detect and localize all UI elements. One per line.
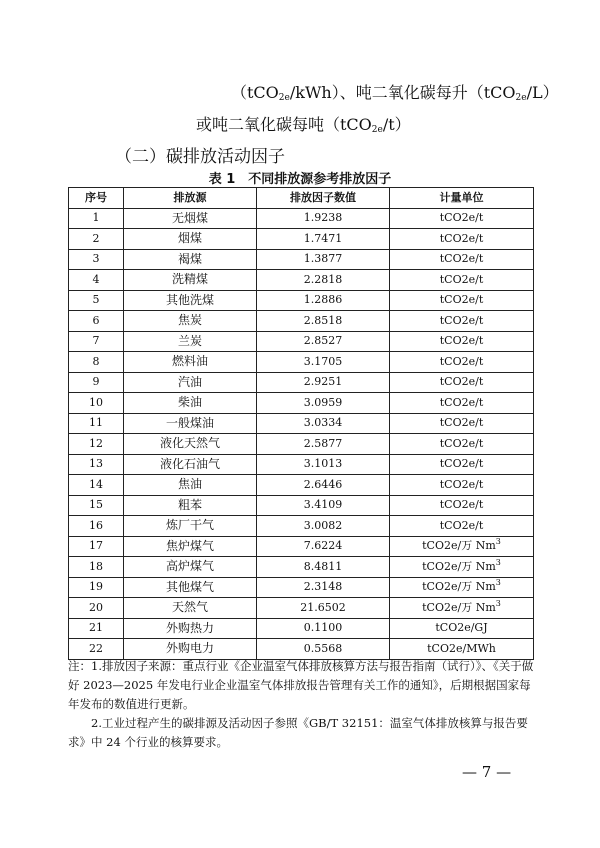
row-value: 2.3148 xyxy=(257,577,390,598)
table-row xyxy=(69,557,534,578)
table-row xyxy=(69,413,534,434)
note-1: 注：1.排放因子来源：重点行业《企业温室气体排放核算方法与报告指南（试行）》、《关于做好 2023—2025 年发电行业企业温室气体排放报告管理有关工作的通知》，后期根据国家每年发布的数值进行更新。 xyxy=(68,659,534,711)
row-unit xyxy=(390,352,534,373)
unit-text: tCO2e/t xyxy=(439,395,484,409)
row-unit xyxy=(390,393,534,414)
unit-text: tCO2e/t xyxy=(439,436,484,450)
row-value: 3.0959 xyxy=(257,393,390,414)
row-value: 1.7471 xyxy=(257,229,390,250)
row-source: 烟煤 xyxy=(124,229,257,250)
row-unit xyxy=(390,639,534,660)
table-row xyxy=(69,598,534,619)
table-row xyxy=(69,434,534,455)
row-number: 9 xyxy=(69,372,124,393)
row-source: 液化石油气 xyxy=(124,454,257,475)
unit-superscript: 3 xyxy=(495,557,501,567)
row-value: 0.1100 xyxy=(257,618,390,639)
unit-text: tCO2e/万 Nm xyxy=(422,580,496,594)
table-header-row xyxy=(69,188,534,209)
table-row xyxy=(69,639,534,660)
row-value: 8.4811 xyxy=(257,557,390,578)
row-source: 其他煤气 xyxy=(124,577,257,598)
row-value: 3.1705 xyxy=(257,352,390,373)
table-notes xyxy=(68,657,536,752)
section-heading: （二）碳排放活动因子 xyxy=(115,147,285,167)
table-row xyxy=(69,577,534,598)
header-value: 排放因子数值 xyxy=(257,188,390,209)
unit-text: tCO2e/t xyxy=(439,375,484,389)
row-value: 2.2818 xyxy=(257,270,390,291)
unit-text: tCO2e/t xyxy=(439,477,484,491)
table-row xyxy=(69,372,534,393)
row-number: 14 xyxy=(69,475,124,496)
row-unit xyxy=(390,516,534,537)
table-row xyxy=(69,249,534,270)
row-number: 8 xyxy=(69,352,124,373)
row-source: 燃料油 xyxy=(124,352,257,373)
table-row xyxy=(69,270,534,291)
emission-factor-table xyxy=(68,187,534,660)
row-value: 2.8518 xyxy=(257,311,390,332)
row-number: 15 xyxy=(69,495,124,516)
unit-text: tCO2e/万 Nm xyxy=(422,600,496,614)
unit-text: tCO2e/t xyxy=(439,293,484,307)
unit-text: tCO2e/MWh xyxy=(427,641,496,655)
unit-text: tCO2e/万 Nm xyxy=(422,539,496,553)
table-row xyxy=(69,475,534,496)
row-value: 3.4109 xyxy=(257,495,390,516)
row-value: 1.3877 xyxy=(257,249,390,270)
row-value: 3.0334 xyxy=(257,413,390,434)
row-value: 1.2886 xyxy=(257,290,390,311)
unit-text: tCO2e/t xyxy=(439,518,484,532)
page-number: — 7 — xyxy=(462,763,512,781)
unit-superscript: 3 xyxy=(495,598,501,608)
row-source: 柴油 xyxy=(124,393,257,414)
row-source: 高炉煤气 xyxy=(124,557,257,578)
row-number: 10 xyxy=(69,393,124,414)
row-source: 一般煤油 xyxy=(124,413,257,434)
unit-text: tCO2e/t xyxy=(439,211,484,225)
row-unit xyxy=(390,577,534,598)
row-number: 4 xyxy=(69,270,124,291)
row-unit xyxy=(390,536,534,557)
table-row xyxy=(69,393,534,414)
unit-text: tCO2e/万 Nm xyxy=(422,559,496,573)
row-source: 外购热力 xyxy=(124,618,257,639)
unit-text: tCO2e/t xyxy=(439,334,484,348)
unit-text: tCO2e/t xyxy=(439,457,484,471)
row-number: 17 xyxy=(69,536,124,557)
row-unit xyxy=(390,331,534,352)
row-value: 7.6224 xyxy=(257,536,390,557)
row-unit xyxy=(390,618,534,639)
row-source: 其他洗煤 xyxy=(124,290,257,311)
header-source: 排放源 xyxy=(124,188,257,209)
row-unit xyxy=(390,413,534,434)
unit-text: tCO2e/t xyxy=(439,231,484,245)
intro-unit-line-1: （tCO$_{2e}$/kWh）、吨二氧化碳每升（tCO$_{2e}$/L） xyxy=(231,83,559,103)
intro-unit-line-2: 或吨二氧化碳每吨（tCO$_{2e}$/t） xyxy=(196,115,411,135)
unit-text: tCO2e/t xyxy=(439,416,484,430)
row-unit xyxy=(390,598,534,619)
row-number: 21 xyxy=(69,618,124,639)
row-source: 汽油 xyxy=(124,372,257,393)
row-number: 6 xyxy=(69,311,124,332)
row-unit xyxy=(390,475,534,496)
row-source: 粗苯 xyxy=(124,495,257,516)
row-number: 2 xyxy=(69,229,124,250)
table-row xyxy=(69,311,534,332)
unit-text: tCO2e/t xyxy=(439,354,484,368)
row-source: 洗精煤 xyxy=(124,270,257,291)
row-unit xyxy=(390,270,534,291)
row-number: 20 xyxy=(69,598,124,619)
row-value: 2.5877 xyxy=(257,434,390,455)
header-unit: 计量单位 xyxy=(390,188,534,209)
unit-text: tCO2e/t xyxy=(439,272,484,286)
row-source: 焦炉煤气 xyxy=(124,536,257,557)
table-row xyxy=(69,516,534,537)
unit-text: tCO2e/t xyxy=(439,498,484,512)
row-unit xyxy=(390,372,534,393)
row-number: 18 xyxy=(69,557,124,578)
row-unit xyxy=(390,249,534,270)
row-unit xyxy=(390,290,534,311)
table-row xyxy=(69,208,534,229)
row-number: 12 xyxy=(69,434,124,455)
row-number: 13 xyxy=(69,454,124,475)
unit-text: tCO2e/t xyxy=(439,252,484,266)
note-2: 2.工业过程产生的碳排源及活动因子参照《GB/T 32151：温室气体排放核算与报告要求》中 24 个行业的核算要求。 xyxy=(68,716,528,749)
row-unit xyxy=(390,495,534,516)
row-unit xyxy=(390,229,534,250)
unit-text: tCO2e/t xyxy=(439,313,484,327)
row-number: 3 xyxy=(69,249,124,270)
row-number: 7 xyxy=(69,331,124,352)
row-value: 3.1013 xyxy=(257,454,390,475)
row-number: 19 xyxy=(69,577,124,598)
row-number: 5 xyxy=(69,290,124,311)
row-source: 焦炭 xyxy=(124,311,257,332)
row-value: 3.0082 xyxy=(257,516,390,537)
row-number: 22 xyxy=(69,639,124,660)
row-number: 11 xyxy=(69,413,124,434)
table-row xyxy=(69,290,534,311)
table-row xyxy=(69,536,534,557)
unit-text: tCO2e/GJ xyxy=(435,621,488,635)
row-unit xyxy=(390,434,534,455)
row-source: 外购电力 xyxy=(124,639,257,660)
row-value: 1.9238 xyxy=(257,208,390,229)
row-value: 2.8527 xyxy=(257,331,390,352)
table-caption: 表 1 不同排放源参考排放因子 xyxy=(208,172,392,187)
row-value: 2.9251 xyxy=(257,372,390,393)
unit-superscript: 3 xyxy=(495,578,501,588)
table-row xyxy=(69,352,534,373)
row-number: 1 xyxy=(69,208,124,229)
row-value: 2.6446 xyxy=(257,475,390,496)
row-unit xyxy=(390,454,534,475)
row-source: 兰炭 xyxy=(124,331,257,352)
row-unit xyxy=(390,557,534,578)
header-no: 序号 xyxy=(69,188,124,209)
row-value: 21.6502 xyxy=(257,598,390,619)
row-value: 0.5568 xyxy=(257,639,390,660)
row-source: 液化天然气 xyxy=(124,434,257,455)
row-unit xyxy=(390,311,534,332)
row-source: 炼厂干气 xyxy=(124,516,257,537)
unit-superscript: 3 xyxy=(495,537,501,547)
row-source: 无烟煤 xyxy=(124,208,257,229)
table-row xyxy=(69,618,534,639)
row-source: 天然气 xyxy=(124,598,257,619)
table-row xyxy=(69,331,534,352)
row-source: 褐煤 xyxy=(124,249,257,270)
row-source: 焦油 xyxy=(124,475,257,496)
table-row xyxy=(69,495,534,516)
table-row xyxy=(69,454,534,475)
table-row xyxy=(69,229,534,250)
row-number: 16 xyxy=(69,516,124,537)
row-unit xyxy=(390,208,534,229)
